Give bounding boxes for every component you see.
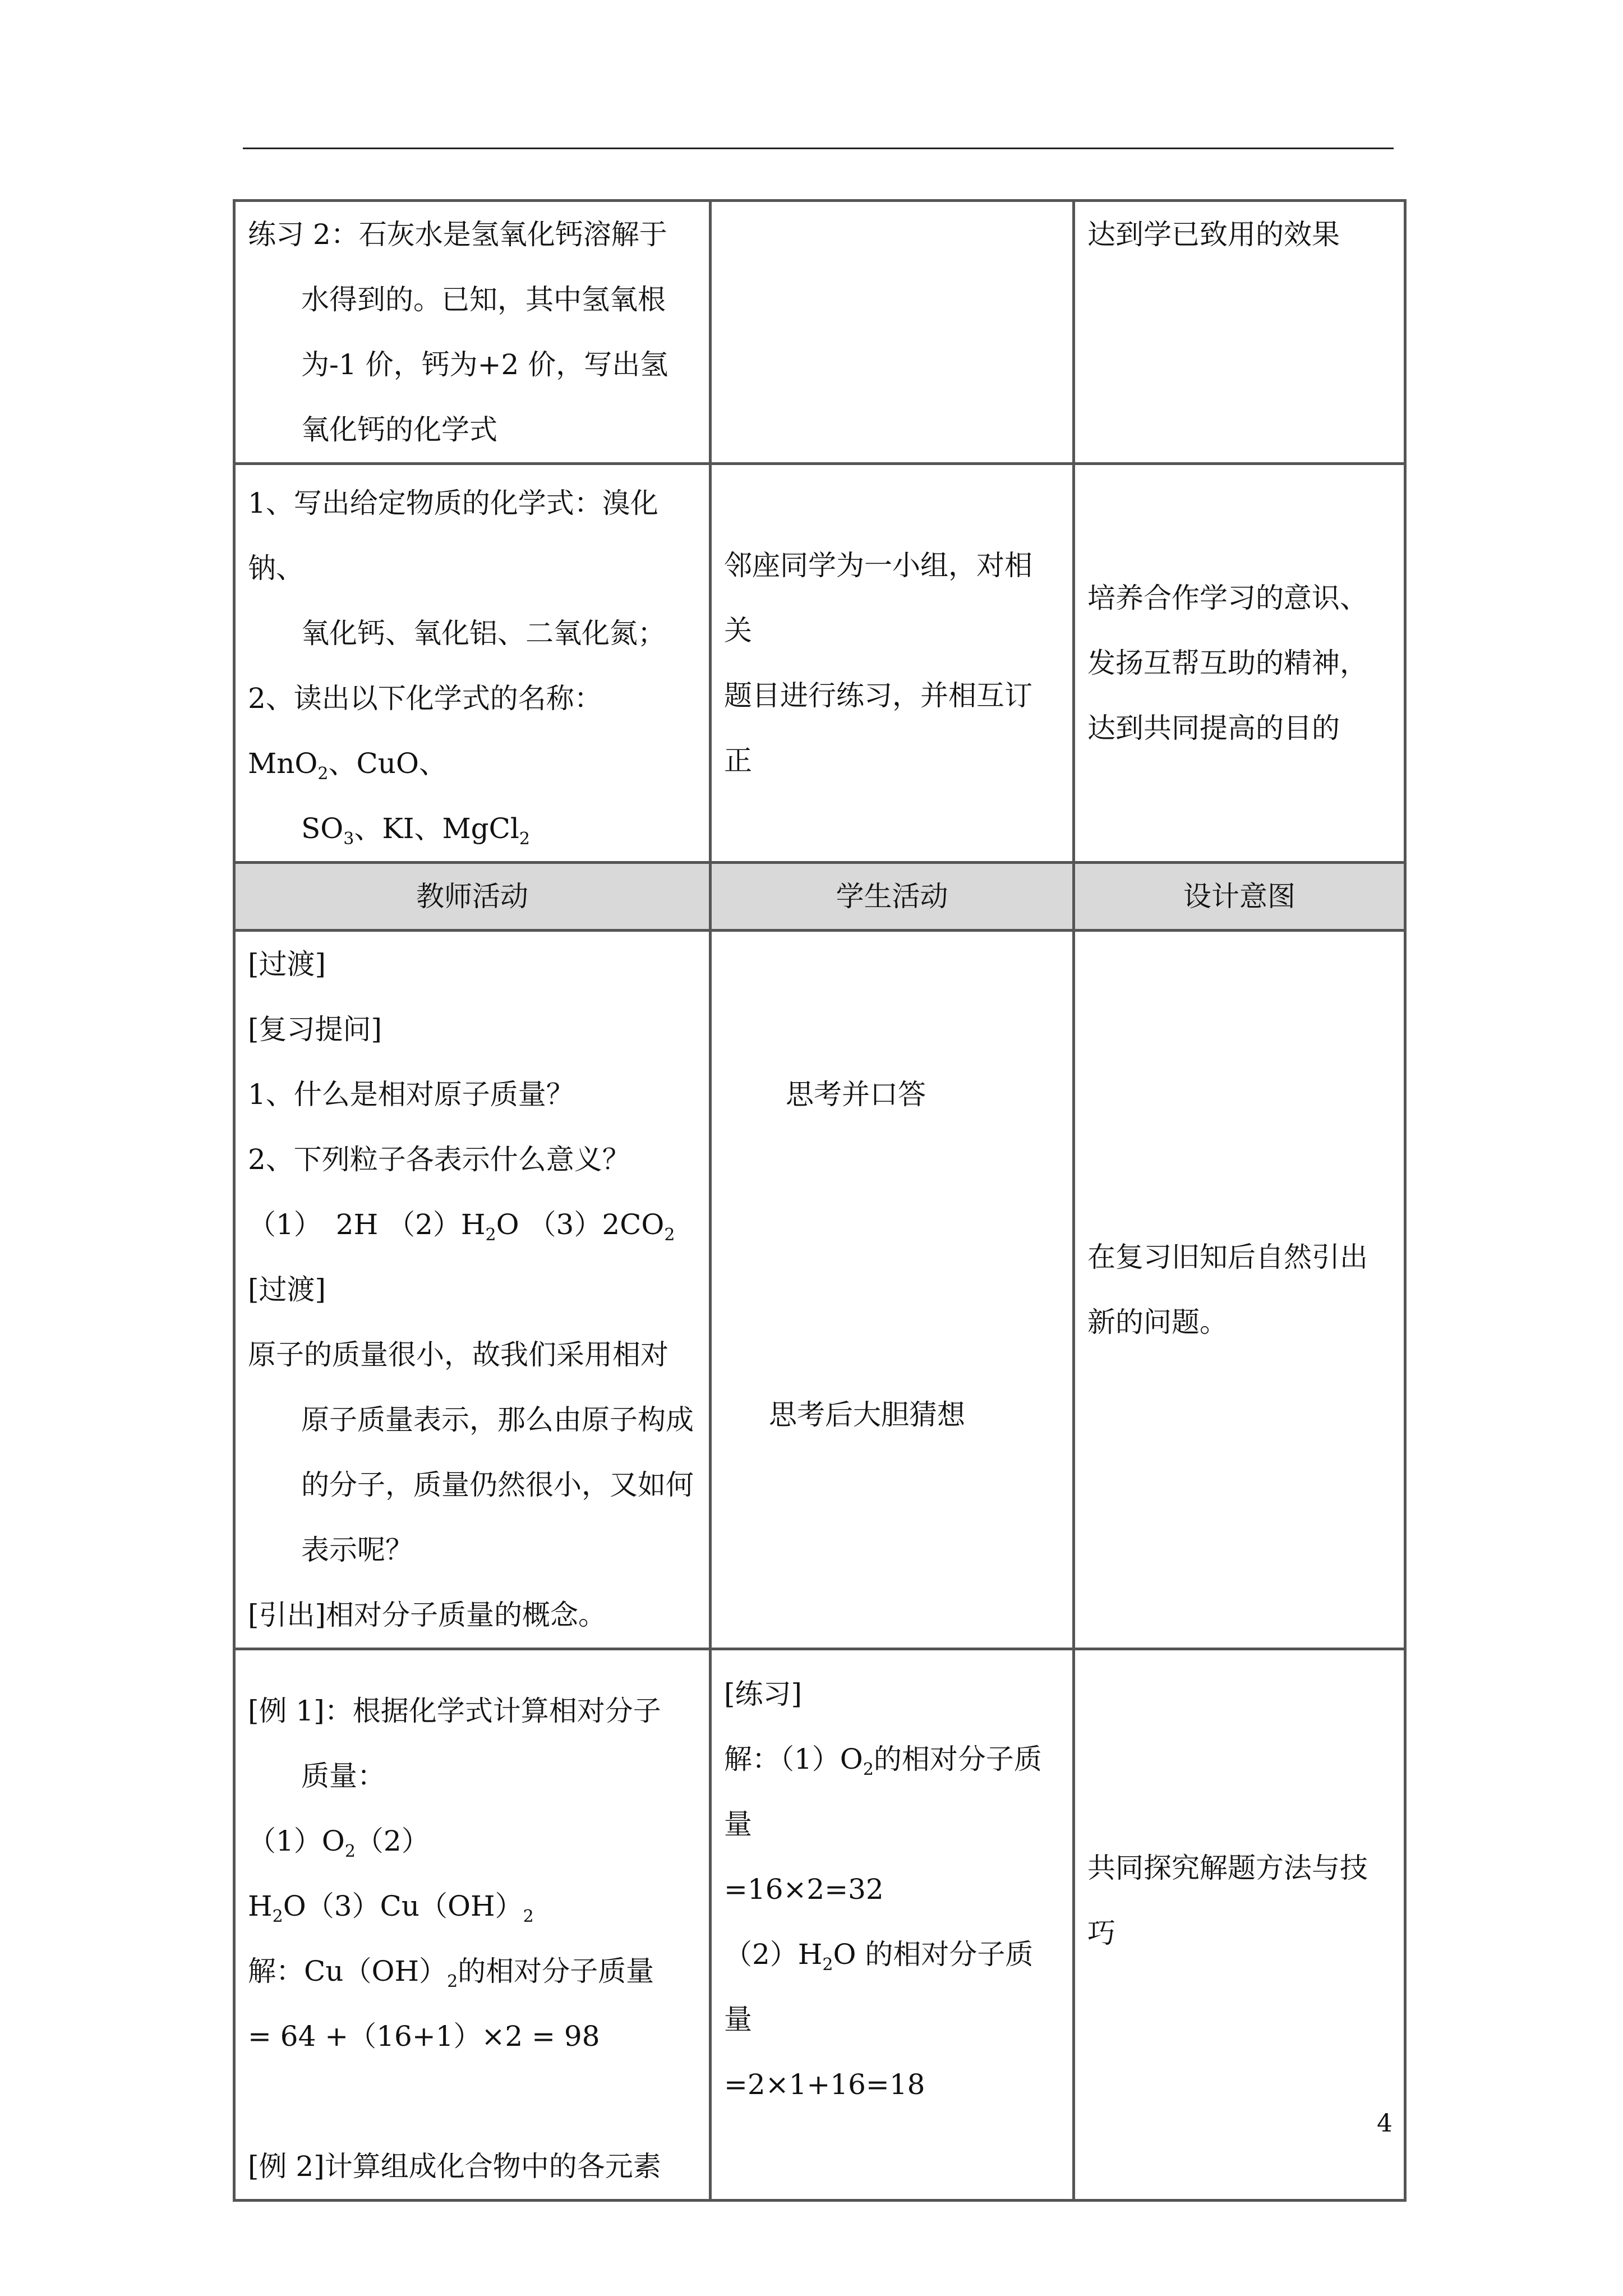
design-intent-cell <box>1074 201 1405 464</box>
text-line: [过渡] <box>248 1273 326 1306</box>
text-line: [引出]相对分子质量的概念。 <box>248 1599 607 1631</box>
text-line: [过渡] <box>248 948 326 981</box>
text-line: 表示呢？ <box>301 1534 413 1566</box>
table-header-row <box>234 863 1405 931</box>
text-line: 氧化钙的化学式 <box>301 413 497 446</box>
text-line: 新的问题。 <box>1087 1306 1228 1338</box>
design-intent-cell <box>1074 1649 1405 2201</box>
text-line: =2×1+16=18 <box>724 2068 925 2101</box>
text-line: 为-1 价，钙为+2 价，写出氢 <box>301 348 668 381</box>
text-line: 题目进行练习，并相互订正 <box>724 679 1032 777</box>
table-row <box>234 201 1405 464</box>
text-line: 氧化钙、氧化铝、二氧化氮； <box>301 617 666 650</box>
text-line: [练习] <box>724 1678 803 1710</box>
student-activity-cell <box>711 931 1074 1649</box>
text-line: = 64 +（16+1）×2 = 98 <box>248 2020 600 2053</box>
text-line: 思考后大胆猜想 <box>769 1398 965 1431</box>
column-header-teacher: 教师活动 <box>234 863 711 931</box>
text-line: 巧 <box>1087 1917 1115 1949</box>
lesson-plan-table <box>233 199 1407 2202</box>
column-header-intent: 设计意图 <box>1074 863 1405 931</box>
student-activity-cell <box>711 464 1074 863</box>
text-line: 2、读出以下化学式的名称：MnO$_2$、CuO、 <box>248 682 602 784</box>
student-activity-cell <box>711 201 1074 464</box>
text-line: 质量： <box>301 1760 385 1792</box>
text-line: $(1)O_2(2)H_2O(3)Cu(OH)_2$ <box>248 1825 534 1926</box>
text-line: 解：$(1)O_2$的相对分子质量 <box>724 1743 1042 1841</box>
teacher-activity-cell <box>234 464 711 863</box>
text-line: 原子的质量很小，故我们采用相对 <box>248 1338 668 1371</box>
text-line: 1、写出给定物质的化学式：溴化钠、 <box>248 487 658 585</box>
header-rule <box>243 148 1394 149</box>
teacher-activity-cell <box>234 201 711 464</box>
text-line: =16×2=32 <box>724 1873 884 1906</box>
page-number: 4 <box>1377 2109 1393 2138</box>
text-line: 原子质量表示，那么由原子构成 <box>301 1404 694 1436</box>
text-line: 在复习旧知后自然引出 <box>1087 1241 1368 1273</box>
text-line: （1） 2H $(2)H_2O$ $(3)2CO_2$ <box>248 1208 675 1245</box>
text-line: [例 1]：根据化学式计算相对分子 <box>248 1695 661 1727</box>
text-line: 发扬互帮互助的精神， <box>1087 647 1368 679</box>
text-line: 培养合作学习的意识、 <box>1087 582 1368 614</box>
table-row <box>234 931 1405 1649</box>
text-line: 达到共同提高的目的 <box>1087 712 1340 744</box>
text-line: [例 2]计算组成化合物中的各元素 <box>248 2150 661 2183</box>
design-intent-cell <box>1074 931 1405 1649</box>
column-header-student: 学生活动 <box>711 863 1074 931</box>
text-line: 水得到的。已知，其中氢氧根 <box>301 283 666 316</box>
text-line: $SO_3$、KI、MgCl$_2$ <box>301 812 530 849</box>
text-line: [复习提问] <box>248 1013 382 1046</box>
text-line: 解：$Cu(OH)_2$的相对分子质量 <box>248 1955 654 1991</box>
text-line: 2、下列粒子各表示什么意义？ <box>248 1143 630 1176</box>
text-line: 1、什么是相对原子质量？ <box>248 1078 574 1111</box>
text-line: 思考并口答 <box>786 1078 926 1111</box>
text-line: 的分子，质量仍然很小，又如何 <box>301 1469 694 1501</box>
table-row <box>234 464 1405 863</box>
design-intent-cell <box>1074 464 1405 863</box>
text-line: $(2)H_2O$ 的相对分子质量 <box>724 1938 1034 2036</box>
text-line: 邻座同学为一小组，对相关 <box>724 549 1032 647</box>
teacher-activity-cell <box>234 1649 711 2201</box>
text-line: 达到学已致用的效果 <box>1087 218 1340 251</box>
student-activity-cell <box>711 1649 1074 2201</box>
text-line: 练习 2：石灰水是氢氧化钙溶解于 <box>248 218 667 251</box>
table-row <box>234 1649 1405 2201</box>
text-line: 共同探究解题方法与技 <box>1087 1852 1368 1884</box>
teacher-activity-cell <box>234 931 711 1649</box>
